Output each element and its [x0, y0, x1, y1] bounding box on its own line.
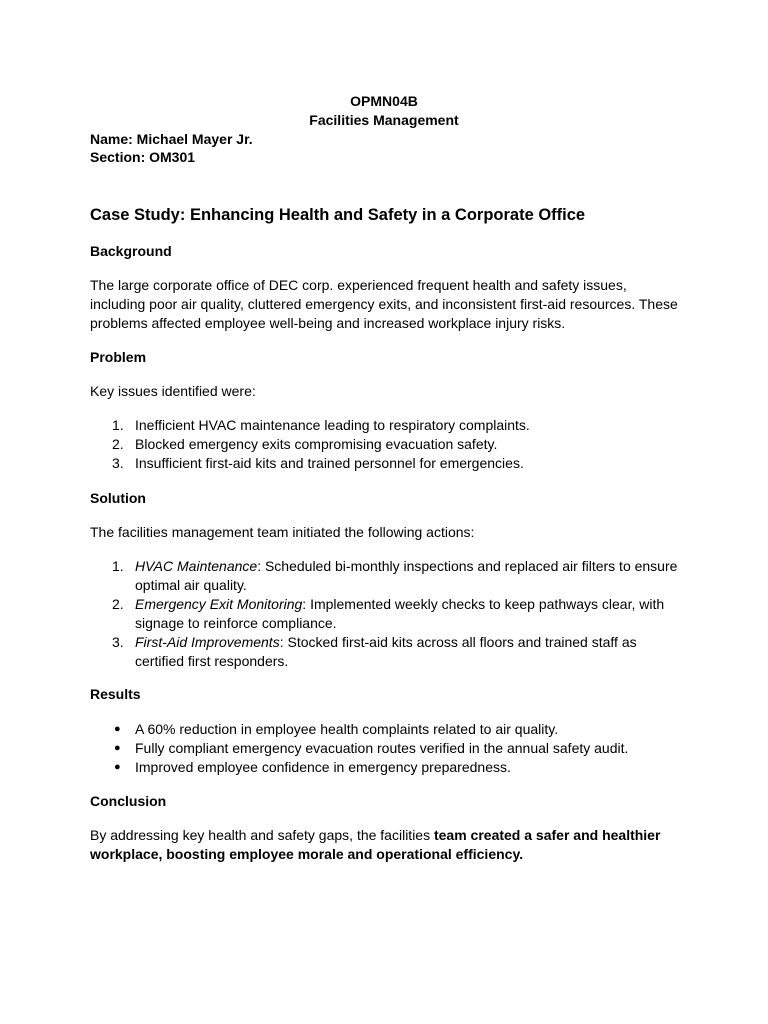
list-item-text: A 60% reduction in employee health complaints related to air quality.	[135, 721, 559, 737]
list-item	[90, 720, 685, 739]
list-item	[90, 595, 680, 633]
list-item-label: Emergency Exit Monitoring	[135, 596, 303, 612]
list-item-text: : Implemented weekly checks to keep pathways clear, with signage to reinforce compliance.	[135, 596, 665, 631]
list-item-text: Blocked emergency exits compromising evacuation safety.	[135, 436, 498, 452]
list-number: 3.	[112, 634, 124, 650]
document-title: Case Study: Enhancing Health and Safety in a Corporate Office	[90, 206, 586, 224]
list-number: 2.	[112, 596, 124, 612]
student-name: Name: Michael Mayer Jr.	[90, 131, 253, 147]
results-list	[90, 720, 685, 777]
results-heading: Results	[90, 686, 141, 702]
list-item	[90, 758, 685, 777]
solution-heading: Solution	[90, 490, 146, 506]
problem-heading: Problem	[90, 349, 147, 365]
list-item	[90, 416, 685, 435]
conclusion-bold-text: team created a safer and healthier workplace, boosting employee morale and operational efficiency.	[90, 827, 661, 862]
list-item-text: Insufficient first-aid kits and trained personnel for emergencies.	[135, 455, 524, 471]
conclusion-paragraph	[90, 826, 685, 864]
list-item	[90, 633, 680, 671]
conclusion-heading: Conclusion	[90, 793, 167, 809]
list-item-label: First-Aid Improvements	[135, 634, 280, 650]
background-heading: Background	[90, 243, 172, 259]
list-number: 3.	[112, 455, 124, 471]
bullet-icon: ●	[114, 742, 121, 754]
list-item	[90, 739, 685, 758]
student-section: Section: OM301	[90, 149, 196, 165]
bullet-icon: ●	[114, 761, 121, 773]
list-number: 1.	[112, 558, 124, 574]
list-number: 2.	[112, 436, 124, 452]
background-paragraph: The large corporate office of DEC corp. experienced frequent health and safety issues, including poor air quality, cluttered emergency exits, and inconsistent first-aid resources. These problems affected employee well-being and increased workplace injury risks.	[90, 277, 678, 331]
solution-list	[90, 557, 680, 671]
list-item	[90, 557, 680, 595]
list-item-text: Fully compliant emergency evacuation routes verified in the annual safety audit.	[135, 740, 629, 756]
list-item-text: Inefficient HVAC maintenance leading to respiratory complaints.	[135, 417, 530, 433]
problem-list	[90, 416, 685, 473]
solution-intro: The facilities management team initiated the following actions:	[90, 524, 475, 540]
list-item-label: HVAC Maintenance	[135, 558, 258, 574]
list-item	[90, 454, 685, 473]
list-item-text: Improved employee confidence in emergency preparedness.	[135, 759, 511, 775]
list-item	[90, 435, 685, 454]
list-item-text: : Scheduled bi-monthly inspections and replaced air filters to ensure optimal air quality.	[135, 558, 678, 593]
problem-intro: Key issues identified were:	[90, 383, 256, 399]
course-name: Facilities Management	[309, 112, 459, 128]
course-code: OPMN04B	[350, 93, 418, 109]
list-number: 1.	[112, 417, 124, 433]
bullet-icon: ●	[114, 723, 121, 735]
list-item-text: : Stocked first-aid kits across all floors and trained staff as certified first responders.	[135, 634, 637, 669]
conclusion-text: By addressing key health and safety gaps, the facilities	[90, 827, 434, 843]
